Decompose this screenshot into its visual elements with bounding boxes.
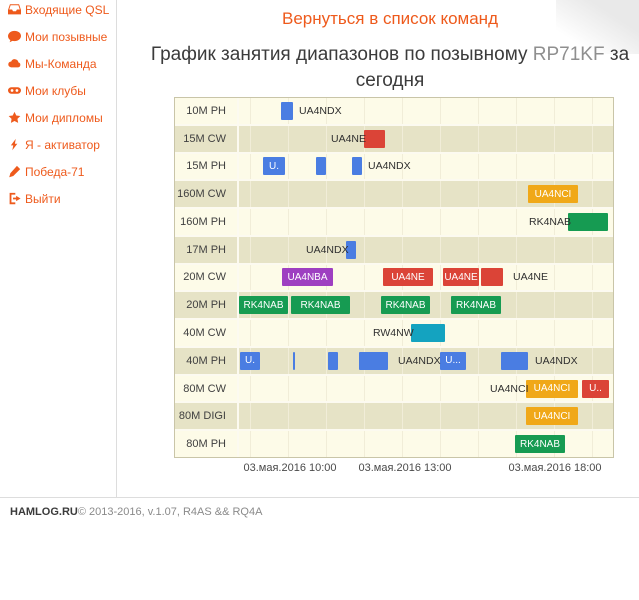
- gridline: [250, 209, 251, 235]
- gridline: [402, 376, 403, 402]
- gridline: [592, 126, 593, 152]
- sidebar-item-label: Мои дипломы: [25, 111, 103, 125]
- title-prefix: График занятия диапазонов по позывному: [150, 44, 533, 65]
- gridline: [402, 126, 403, 152]
- gridline: [592, 431, 593, 457]
- gridline: [592, 320, 593, 346]
- row-plot: [239, 320, 613, 346]
- timeline-bar[interactable]: U...: [440, 352, 466, 370]
- gridline: [288, 237, 289, 263]
- club-icon: [8, 84, 21, 97]
- gridline: [364, 237, 365, 263]
- row-plot: [239, 237, 613, 263]
- timeline-row: [175, 154, 613, 182]
- gridline: [440, 237, 441, 263]
- band-label: 80M CW: [175, 376, 239, 402]
- footer-divider: [0, 497, 639, 498]
- back-to-teams-link[interactable]: Вернуться в список команд: [281, 9, 498, 28]
- footer-brand: HAMLOG.RU: [10, 506, 78, 518]
- gridline: [554, 237, 555, 263]
- band-label: 10M PH: [175, 98, 239, 124]
- timeline-bar[interactable]: UA4NBA: [282, 268, 333, 286]
- axis-tick-label: 03.мая.2016 13:00: [358, 462, 452, 474]
- timeline-bar[interactable]: RK4NAB: [239, 296, 288, 314]
- sidebar-item-label: Мы-Команда: [25, 57, 97, 71]
- gridline: [592, 237, 593, 263]
- timeline-row: [175, 292, 613, 320]
- gridline: [516, 237, 517, 263]
- band-label: 17M PH: [175, 237, 239, 263]
- row-plot: [239, 181, 613, 207]
- timeline-bar[interactable]: UA4NCI: [526, 380, 578, 398]
- gridline: [478, 209, 479, 235]
- gridline: [250, 237, 251, 263]
- gridline: [326, 126, 327, 152]
- gridline: [554, 292, 555, 318]
- timeline-bar[interactable]: [481, 268, 503, 286]
- timeline-bar[interactable]: [411, 324, 445, 342]
- gridline: [364, 265, 365, 291]
- gridline: [326, 376, 327, 402]
- gridline: [326, 431, 327, 457]
- gridline: [516, 98, 517, 124]
- row-plot: [239, 348, 613, 374]
- gridline: [478, 154, 479, 180]
- sidebar-item-star[interactable]: [8, 110, 110, 127]
- title-callsign: RP71KF: [532, 44, 605, 65]
- bar-callsign-label: UA4NDX: [535, 354, 578, 367]
- gridline: [288, 403, 289, 429]
- gridline: [402, 237, 403, 263]
- band-label: 80M DIGI: [175, 403, 239, 429]
- gridline: [478, 431, 479, 457]
- bar-callsign-label: UA4NDX: [306, 243, 349, 256]
- gridline: [250, 431, 251, 457]
- timeline-row: [175, 376, 613, 404]
- bar-callsign-label: UA4NDX: [368, 160, 411, 173]
- gridline: [402, 403, 403, 429]
- bar-callsign-label: UA4NCI: [490, 382, 529, 395]
- gridline: [364, 292, 365, 318]
- gridline: [326, 403, 327, 429]
- gridline: [478, 126, 479, 152]
- timeline-bar[interactable]: [501, 352, 528, 370]
- sidebar-item-label: Входящие QSL: [25, 3, 110, 17]
- gridline: [592, 348, 593, 374]
- gridline: [440, 209, 441, 235]
- row-plot: [239, 126, 613, 152]
- sidebar-item-comment[interactable]: [8, 29, 110, 46]
- gridline: [402, 98, 403, 124]
- sidebar-divider: [116, 0, 117, 497]
- gridline: [288, 292, 289, 318]
- gridline: [554, 98, 555, 124]
- gridline: [516, 292, 517, 318]
- time-axis: [241, 462, 613, 478]
- gridline: [592, 292, 593, 318]
- gridline: [516, 403, 517, 429]
- title-suffix: за сегодня: [355, 44, 630, 91]
- gridline: [440, 376, 441, 402]
- band-label: 40M CW: [175, 320, 239, 346]
- timeline-row: [175, 98, 613, 126]
- gridline: [402, 209, 403, 235]
- bar-callsign-label: UA4NE: [331, 132, 367, 145]
- sidebar-item-signout[interactable]: [8, 191, 110, 208]
- gridline: [250, 126, 251, 152]
- signout-icon: [8, 192, 21, 205]
- timeline-bar[interactable]: [293, 352, 295, 370]
- gridline: [440, 181, 441, 207]
- bar-callsign-label: UA4NE: [513, 271, 549, 284]
- gridline: [364, 403, 365, 429]
- timeline-bar[interactable]: [359, 352, 388, 370]
- gridline: [592, 98, 593, 124]
- timeline-bar[interactable]: [281, 102, 293, 120]
- timeline-bar[interactable]: U.: [263, 157, 285, 175]
- gridline: [326, 209, 327, 235]
- sidebar-item-label: Победа-71: [25, 165, 85, 179]
- timeline-bar[interactable]: [568, 213, 608, 231]
- timeline-bar[interactable]: UA4NCI: [528, 185, 578, 203]
- comment-icon: [8, 30, 21, 43]
- gridline: [478, 403, 479, 429]
- timeline-bar[interactable]: UA4NCI: [526, 407, 578, 425]
- timeline-bar[interactable]: RK4NAB: [515, 435, 565, 453]
- gridline: [250, 154, 251, 180]
- gridline: [364, 209, 365, 235]
- timeline-bar[interactable]: RK4NAB: [291, 296, 350, 314]
- gridline: [592, 181, 593, 207]
- page-title: [130, 42, 639, 94]
- footer-text: [10, 506, 262, 518]
- cloud-icon: [8, 57, 21, 70]
- timeline-row: [175, 209, 613, 237]
- gridline: [250, 98, 251, 124]
- gridline: [250, 265, 251, 291]
- sidebar-item-pen[interactable]: [8, 164, 110, 181]
- row-plot: [239, 154, 613, 180]
- gridline: [440, 126, 441, 152]
- timeline-bar[interactable]: U.: [240, 352, 260, 370]
- row-plot: [239, 376, 613, 402]
- gridline: [440, 431, 441, 457]
- sidebar-item-label: Мои клубы: [25, 84, 86, 98]
- row-plot: [239, 403, 613, 429]
- gridline: [250, 320, 251, 346]
- gridline: [250, 181, 251, 207]
- band-label: 40M PH: [175, 348, 239, 374]
- timeline-row: [175, 265, 613, 293]
- gridline: [326, 348, 327, 374]
- sidebar-item-inbox[interactable]: [8, 2, 110, 19]
- row-plot: [239, 292, 613, 318]
- gridline: [478, 376, 479, 402]
- sidebar-item-club[interactable]: [8, 83, 110, 100]
- star-icon: [8, 111, 21, 124]
- gridline: [288, 376, 289, 402]
- bar-callsign-label: RK4NAB: [529, 215, 572, 228]
- timeline-bar[interactable]: UA4NE: [383, 268, 433, 286]
- band-label: 80M PH: [175, 431, 239, 457]
- band-label: 20M CW: [175, 265, 239, 291]
- timeline-row: [175, 237, 613, 265]
- band-label: 160M CW: [175, 181, 239, 207]
- timeline-rows: [175, 98, 613, 457]
- gridline: [440, 265, 441, 291]
- gridline: [364, 98, 365, 124]
- timeline-row: [175, 403, 613, 431]
- gridline: [288, 126, 289, 152]
- gridline: [554, 265, 555, 291]
- bar-callsign-label: UA4NDX: [299, 104, 342, 117]
- timeline-bar[interactable]: RK4NAB: [451, 296, 501, 314]
- gridline: [402, 181, 403, 207]
- sidebar-item-cloud[interactable]: [8, 56, 110, 73]
- axis-tick-label: 03.мая.2016 18:00: [508, 462, 602, 474]
- bolt-icon: [8, 138, 21, 151]
- gridline: [440, 403, 441, 429]
- gridline: [478, 237, 479, 263]
- gridline: [326, 320, 327, 346]
- gridline: [288, 181, 289, 207]
- gridline: [440, 154, 441, 180]
- gridline: [592, 265, 593, 291]
- row-plot: [239, 209, 613, 235]
- timeline-row: [175, 320, 613, 348]
- gridline: [592, 154, 593, 180]
- pen-icon: [8, 165, 21, 178]
- gridline: [592, 403, 593, 429]
- gridline: [516, 126, 517, 152]
- timeline-chart: [174, 97, 614, 458]
- gridline: [554, 126, 555, 152]
- gridline: [326, 154, 327, 180]
- gridline: [440, 292, 441, 318]
- gridline: [364, 181, 365, 207]
- inbox-icon: [8, 3, 21, 16]
- gridline: [516, 320, 517, 346]
- row-plot: [239, 265, 613, 291]
- timeline-row: [175, 181, 613, 209]
- sidebar-item-label: Мои позывные: [25, 30, 108, 44]
- gridline: [478, 348, 479, 374]
- sidebar-item-label: Я - активатор: [25, 138, 100, 152]
- timeline-bar[interactable]: [364, 130, 385, 148]
- gridline: [478, 320, 479, 346]
- band-label: 160M PH: [175, 209, 239, 235]
- band-label: 15M PH: [175, 154, 239, 180]
- gridline: [288, 209, 289, 235]
- gridline: [288, 431, 289, 457]
- timeline-row: [175, 431, 613, 457]
- timeline-bar[interactable]: [328, 352, 338, 370]
- gridline: [516, 181, 517, 207]
- axis-tick-label: 03.мая.2016 10:00: [243, 462, 337, 474]
- band-label: 20M PH: [175, 292, 239, 318]
- gridline: [364, 320, 365, 346]
- row-plot: [239, 431, 613, 457]
- gridline: [554, 154, 555, 180]
- gridline: [364, 376, 365, 402]
- gridline: [364, 154, 365, 180]
- bar-callsign-label: UA4NDX: [398, 354, 441, 367]
- timeline-bar[interactable]: UA4NE: [443, 268, 479, 286]
- sidebar-item-bolt[interactable]: [8, 137, 110, 154]
- gridline: [288, 320, 289, 346]
- sidebar: [8, 2, 110, 218]
- row-plot: [239, 98, 613, 124]
- timeline-bar[interactable]: [316, 157, 326, 175]
- gridline: [250, 376, 251, 402]
- bar-callsign-label: RW4NW: [373, 327, 414, 339]
- footer-copyright: © 2013-2016, v.1.07, R4AS && RQ4A: [77, 506, 263, 518]
- gridline: [288, 154, 289, 180]
- timeline-row: [175, 348, 613, 376]
- gridline: [288, 348, 289, 374]
- gridline: [402, 431, 403, 457]
- band-label: 15M CW: [175, 126, 239, 152]
- gridline: [478, 181, 479, 207]
- timeline-bar[interactable]: U..: [582, 380, 609, 398]
- gridline: [554, 320, 555, 346]
- gridline: [440, 98, 441, 124]
- gridline: [516, 154, 517, 180]
- gridline: [478, 98, 479, 124]
- gridline: [364, 431, 365, 457]
- timeline-bar[interactable]: [352, 157, 362, 175]
- gridline: [516, 209, 517, 235]
- timeline-row: [175, 126, 613, 154]
- gridline: [250, 403, 251, 429]
- timeline-bar[interactable]: RK4NAB: [381, 296, 430, 314]
- gridline: [326, 181, 327, 207]
- sidebar-item-label: Выйти: [25, 192, 61, 206]
